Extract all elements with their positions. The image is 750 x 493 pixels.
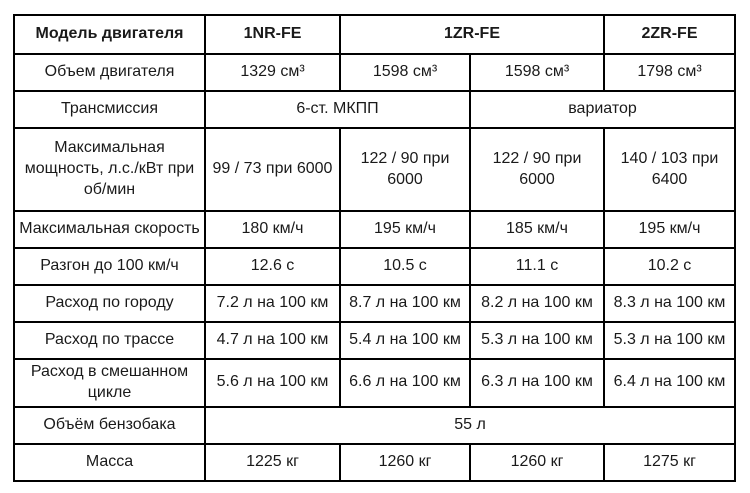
spec-cell: 195 км/ч: [340, 211, 470, 248]
spec-cell: 1598 см³: [470, 54, 604, 91]
spec-cell: вариатор: [470, 91, 735, 128]
row-label: Разгон до 100 км/ч: [14, 248, 205, 285]
row-engine-volume: [14, 54, 735, 91]
spec-cell: 7.2 л на 100 км: [205, 285, 340, 322]
spec-cell: 1260 кг: [340, 444, 470, 481]
row-label: Расход по городу: [14, 285, 205, 322]
row-fuel-tank: [14, 407, 735, 444]
row-max-speed: [14, 211, 735, 248]
spec-cell: 12.6 с: [205, 248, 340, 285]
spec-cell: 122 / 90 при 6000: [340, 128, 470, 211]
row-mass: [14, 444, 735, 481]
row-label: Объем двигателя: [14, 54, 205, 91]
spec-cell: 185 км/ч: [470, 211, 604, 248]
row-acceleration: [14, 248, 735, 285]
spec-cell: 8.2 л на 100 км: [470, 285, 604, 322]
header-engine-1zr-fe: 1ZR-FE: [340, 15, 604, 54]
row-label: Расход по трассе: [14, 322, 205, 359]
spec-cell: 6.6 л на 100 км: [340, 359, 470, 407]
engine-spec-table: [13, 14, 736, 482]
spec-cell: 55 л: [205, 407, 735, 444]
spec-cell: 5.3 л на 100 км: [470, 322, 604, 359]
spec-cell: 10.2 с: [604, 248, 735, 285]
header-engine-1nr-fe: 1NR-FE: [205, 15, 340, 54]
spec-cell: 5.6 л на 100 км: [205, 359, 340, 407]
spec-cell: 11.1 с: [470, 248, 604, 285]
row-mixed-consumption: [14, 359, 735, 407]
spec-cell: 6.3 л на 100 км: [470, 359, 604, 407]
spec-cell: 195 км/ч: [604, 211, 735, 248]
row-label: Максимальная скорость: [14, 211, 205, 248]
spec-cell: 5.3 л на 100 км: [604, 322, 735, 359]
row-city-consumption: [14, 285, 735, 322]
spec-cell: 1798 см³: [604, 54, 735, 91]
spec-cell: 180 км/ч: [205, 211, 340, 248]
spec-cell: 1275 кг: [604, 444, 735, 481]
table-row-header: [14, 15, 735, 54]
spec-cell: 1260 кг: [470, 444, 604, 481]
row-label: Объём бензобака: [14, 407, 205, 444]
spec-cell: 8.7 л на 100 км: [340, 285, 470, 322]
spec-cell: 99 / 73 при 6000: [205, 128, 340, 211]
spec-cell: 8.3 л на 100 км: [604, 285, 735, 322]
row-max-power: [14, 128, 735, 211]
spec-cell: 1598 см³: [340, 54, 470, 91]
spec-cell: 6-ст. МКПП: [205, 91, 470, 128]
row-label: Максимальная мощность, л.с./кВт при об/мин: [14, 128, 205, 211]
spec-cell: 1329 см³: [205, 54, 340, 91]
header-label-engine-model: Модель двигателя: [14, 15, 205, 54]
spec-cell: 5.4 л на 100 км: [340, 322, 470, 359]
spec-cell: 4.7 л на 100 км: [205, 322, 340, 359]
row-label: Расход в смешанном цикле: [14, 359, 205, 407]
spec-cell: 1225 кг: [205, 444, 340, 481]
row-highway-consumption: [14, 322, 735, 359]
row-label: Трансмиссия: [14, 91, 205, 128]
row-transmission: [14, 91, 735, 128]
spec-cell: 140 / 103 при 6400: [604, 128, 735, 211]
spec-cell: 6.4 л на 100 км: [604, 359, 735, 407]
header-engine-2zr-fe: 2ZR-FE: [604, 15, 735, 54]
spec-cell: 10.5 с: [340, 248, 470, 285]
spec-cell: 122 / 90 при 6000: [470, 128, 604, 211]
row-label: Масса: [14, 444, 205, 481]
